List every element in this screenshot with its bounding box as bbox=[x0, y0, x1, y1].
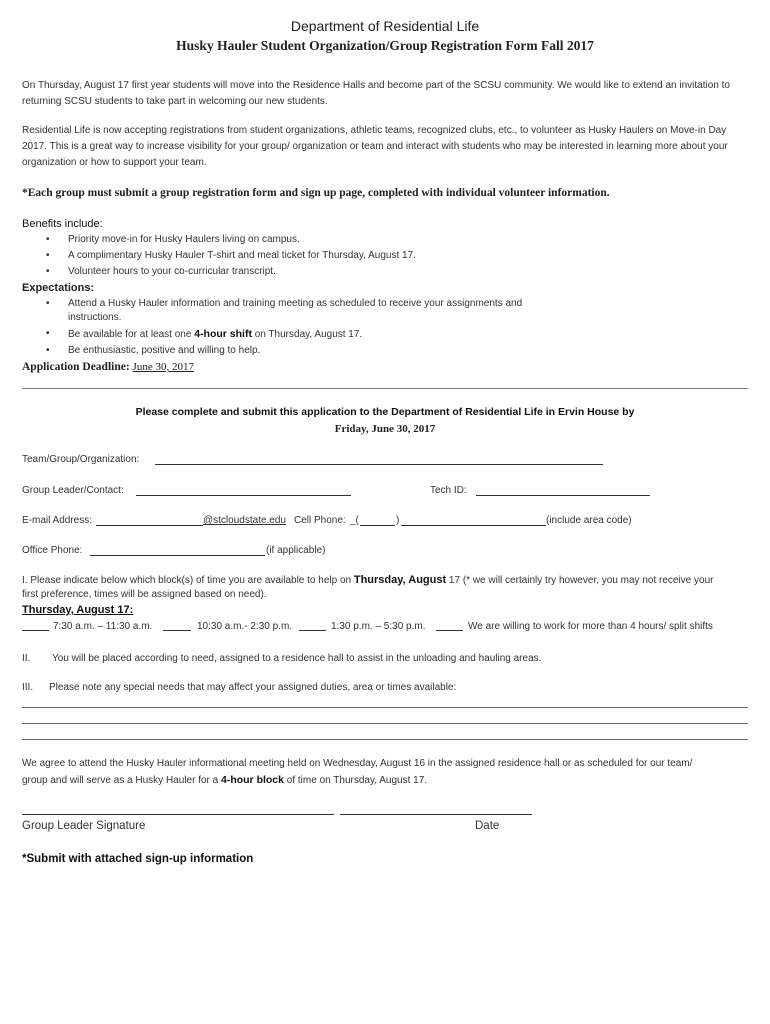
shift-3-label: 1:30 p.m. – 5:30 p.m. bbox=[331, 621, 426, 632]
section-3-numeral: III. bbox=[22, 682, 34, 693]
leader-label: Group Leader/Contact: bbox=[22, 485, 124, 496]
section-1-post: 17 (* we will certainly try however, you may not receive your bbox=[446, 575, 714, 586]
list-item: Volunteer hours to your co-curricular transcript. bbox=[68, 266, 276, 277]
section-2-text: You will be placed according to need, assigned to a residence hall to assist in the unloading and hauling areas. bbox=[52, 653, 542, 664]
deadline-date: June 30, 2017 bbox=[132, 361, 194, 373]
shift-2-checkbox[interactable] bbox=[163, 630, 191, 631]
application-deadline bbox=[22, 361, 194, 373]
agreement-emphasis: 4-hour block bbox=[220, 774, 284, 786]
agreement-line-1: We agree to attend the Husky Hauler informational meeting held on Wednesday, August 16 in the assigned residence hall or as scheduled for our team/ bbox=[22, 758, 693, 769]
techid-input[interactable] bbox=[476, 495, 650, 496]
divider bbox=[22, 388, 748, 389]
email-label: E-mail Address: bbox=[22, 515, 93, 526]
bullet-icon: • bbox=[46, 345, 50, 356]
date-line[interactable] bbox=[340, 814, 532, 815]
section-1-text bbox=[22, 574, 713, 586]
techid-label: Tech ID: bbox=[430, 485, 467, 496]
list-item-text: Be available for at least one bbox=[68, 329, 195, 340]
bullet-icon: • bbox=[46, 266, 50, 277]
shift-2-label: 10:30 a.m.- 2:30 p.m. bbox=[197, 621, 293, 632]
bullet-icon: • bbox=[46, 328, 50, 339]
team-label: Team/Group/Organization: bbox=[22, 454, 140, 465]
form-title: Husky Hauler Student Organization/Group Registration Form Fall 2017 bbox=[176, 38, 594, 53]
cell-paren: ) bbox=[396, 515, 400, 526]
bullet-icon: • bbox=[46, 298, 50, 309]
section-2-numeral: II. bbox=[22, 653, 31, 664]
cell-label: Cell Phone: bbox=[294, 515, 346, 526]
shift-3-checkbox[interactable] bbox=[299, 630, 326, 631]
intro-paragraph-2: Residential Life is now accepting registrations from student organizations, athletic teams, recognized clubs, etc., to volunteer as Husky Haulers on Move-in Day 2017. This is a great way to increase visibility for your group/ organization or team and interact with students who may be interested in learning more about your organization or how to support your team. bbox=[22, 125, 728, 168]
bullet-icon: • bbox=[46, 250, 50, 261]
area-code-input[interactable] bbox=[360, 525, 395, 526]
cell-phone-input[interactable] bbox=[401, 525, 546, 526]
group-notice: *Each group must submit a group registration form and sign up page, completed with individual volunteer information. bbox=[22, 187, 610, 199]
shift-1-label: 7:30 a.m. – 11:30 a.m. bbox=[53, 621, 153, 632]
office-note: (if applicable) bbox=[266, 545, 326, 556]
section-1-day: Thursday, August bbox=[353, 574, 447, 586]
email-domain: @stcloudstate.edu bbox=[203, 515, 286, 526]
expectations-heading: Expectations: bbox=[22, 282, 95, 294]
deadline-label: Application Deadline: bbox=[22, 361, 130, 373]
signature-line[interactable] bbox=[22, 814, 334, 815]
list-item-text: on Thursday, August 17. bbox=[251, 329, 363, 340]
section-1-pre: I. Please indicate below which block(s) of time you are available to help on bbox=[22, 575, 354, 586]
list-item bbox=[68, 328, 362, 340]
section-1-line-2: first preference, times will be assigned based on need). bbox=[22, 589, 267, 600]
submit-instructions: Please complete and submit this application to the Department of Residential Life in Ervin House by bbox=[135, 406, 635, 418]
email-input[interactable] bbox=[96, 525, 203, 526]
department-heading: Department of Residential Life bbox=[290, 18, 480, 34]
split-shift-checkbox[interactable] bbox=[436, 630, 463, 631]
date-label: Date bbox=[475, 820, 500, 832]
office-label: Office Phone: bbox=[22, 545, 83, 556]
list-item: Priority move-in for Husky Haulers living on campus. bbox=[68, 234, 300, 245]
leader-input[interactable] bbox=[136, 495, 351, 496]
agreement-pre: group and will serve as a Husky Hauler for a bbox=[22, 775, 221, 786]
signature-label: Group Leader Signature bbox=[22, 820, 146, 832]
agreement-line-2 bbox=[22, 774, 427, 786]
special-needs-line-3[interactable] bbox=[22, 739, 748, 740]
submit-date: Friday, June 30, 2017 bbox=[334, 423, 436, 435]
special-needs-line-1[interactable] bbox=[22, 707, 748, 708]
list-item: Be enthusiastic, positive and willing to help. bbox=[68, 345, 261, 356]
list-item: A complimentary Husky Hauler T-shirt and meal ticket for Thursday, August 17. bbox=[68, 250, 416, 261]
day-heading: Thursday, August 17: bbox=[22, 604, 134, 616]
split-shift-label: We are willing to work for more than 4 hours/ split shifts bbox=[468, 621, 713, 632]
office-phone-input[interactable] bbox=[90, 555, 265, 556]
agreement-post: of time on Thursday, August 17. bbox=[284, 775, 428, 786]
intro-paragraph-1: On Thursday, August 17 first year students will move into the Residence Halls and become part of the SCSU community. We would like to extend an invitation to returning SCSU students to take part in welcoming our new students. bbox=[22, 80, 730, 107]
team-input[interactable] bbox=[155, 464, 603, 465]
benefits-heading: Benefits include: bbox=[22, 218, 103, 230]
list-item: Attend a Husky Hauler information and training meeting as scheduled to receive your assignments and bbox=[68, 298, 523, 309]
footer-note: *Submit with attached sign-up information bbox=[22, 853, 254, 865]
cell-prefix: _( bbox=[350, 515, 359, 526]
section-3-text: Please note any special needs that may affect your assigned duties, area or times available: bbox=[49, 682, 457, 693]
shift-1-checkbox[interactable] bbox=[22, 630, 49, 631]
shift-emphasis: 4-hour shift bbox=[194, 328, 252, 340]
special-needs-line-2[interactable] bbox=[22, 723, 748, 724]
list-item-continuation: instructions. bbox=[68, 312, 122, 323]
bullet-icon: • bbox=[46, 234, 50, 245]
cell-note: (include area code) bbox=[546, 515, 632, 526]
